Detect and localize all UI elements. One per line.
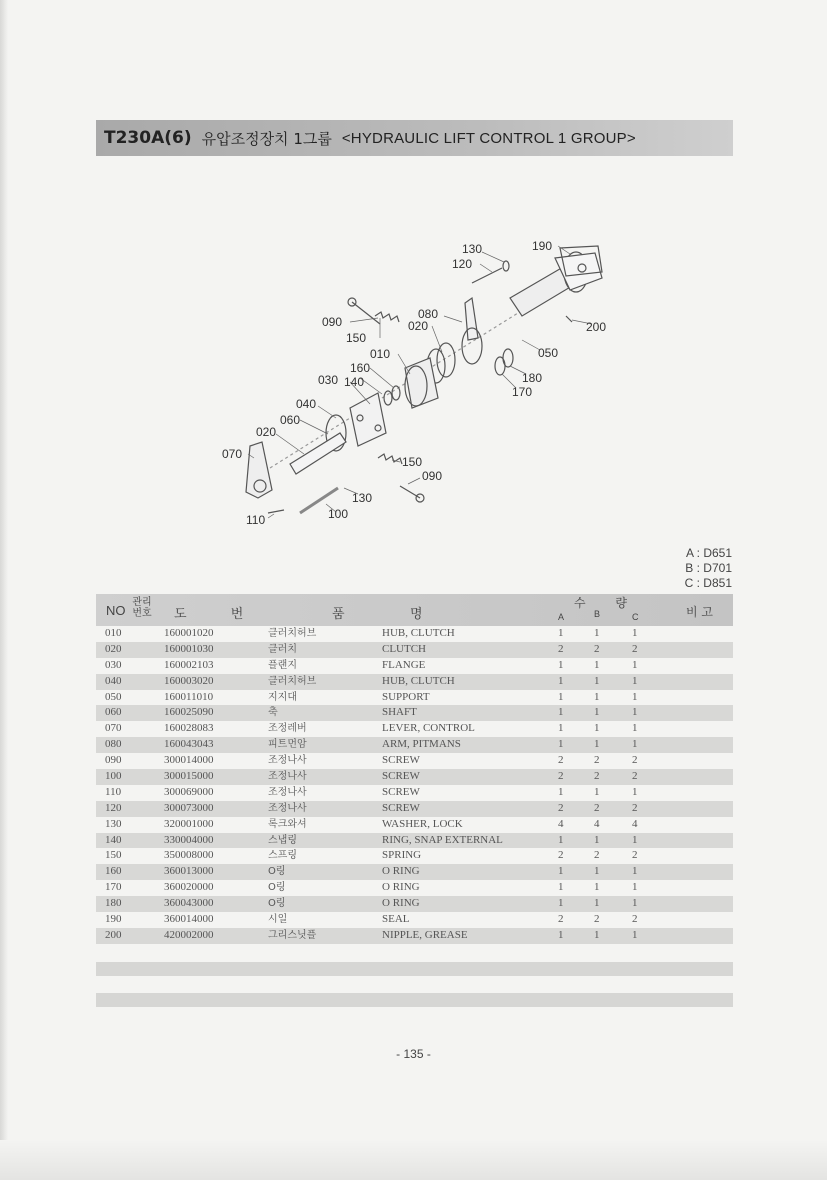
table-row [96,642,733,658]
cell-qty-c: 1 [632,865,638,878]
cell-name-english: CLUTCH [382,642,426,655]
model-code: T230A(6) [104,128,192,148]
cell-qty-b: 4 [594,817,600,830]
cell-qty-c: 1 [632,658,638,671]
cell-part-number: 350008000 [164,849,214,862]
callout-label: 150 [346,331,367,345]
legend-item: C : D851 [684,576,732,590]
cell-part-number: 160002103 [164,658,214,671]
cell-qty-a: 2 [558,913,564,926]
cell-name-korean: 스냅링 [268,834,297,846]
callout-label: 080 [418,307,439,321]
cell-qty-a: 2 [558,849,564,862]
cell-name-english: O RING [382,881,420,894]
header-no: NO [106,603,126,618]
cell-name-korean: 그리스닛플 [268,929,317,941]
cell-name-english: LEVER, CONTROL [382,722,475,735]
cell-qty-b: 1 [594,881,600,894]
header-part-name-1: 품 [332,607,345,622]
callout-label: 010 [370,347,391,361]
table-row [96,705,733,721]
cell-name-english: SCREW [382,754,420,767]
cell-part-number: 160025090 [164,706,214,719]
cell-name-korean: 클러치허브 [268,675,317,687]
legend-item: B : D701 [685,561,732,575]
page-number: - 135 - [396,1047,431,1061]
cell-qty-a: 1 [558,865,564,878]
cell-part-number: 160043043 [164,738,214,751]
cell-name-english: SPRING [382,849,422,862]
cell-name-korean: 록크와셔 [268,818,307,830]
cell-part-number: 330004000 [164,833,214,846]
cell-qty-a: 1 [558,928,564,941]
cell-qty-b: 1 [594,785,600,798]
cell-name-korean: 조정나사 [268,802,307,814]
cell-qty-b: 1 [594,897,600,910]
cell-qty-b: 1 [594,865,600,878]
table-row [96,848,733,864]
callout-label: 140 [344,375,365,389]
cell-part-number: 160028083 [164,722,214,735]
cell-qty-c: 2 [632,770,638,783]
callout-label: 200 [586,320,607,334]
cell-no: 030 [105,658,122,671]
parts-table-body [96,626,733,944]
cell-qty-c: 2 [632,754,638,767]
header-col-a: A [558,612,565,622]
header-col-b: B [594,609,601,619]
cell-qty-b: 1 [594,928,600,941]
cell-part-number: 160003020 [164,674,214,687]
cell-part-number: 300015000 [164,770,214,783]
cell-qty-c: 1 [632,881,638,894]
cell-qty-b: 1 [594,674,600,687]
title-bar [96,120,733,156]
cell-no: 060 [105,706,122,719]
cell-qty-a: 1 [558,897,564,910]
cell-name-english: SUPPORT [382,690,430,703]
parts-table-header [96,594,733,626]
cell-name-korean: 클러치허브 [268,628,317,639]
cell-qty-c: 1 [632,674,638,687]
cell-qty-c: 1 [632,690,638,703]
cell-qty-c: 2 [632,849,638,862]
cell-part-number: 160001030 [164,642,214,655]
cell-qty-a: 1 [558,722,564,735]
cell-qty-c: 1 [632,928,638,941]
cell-name-english: SCREW [382,770,420,783]
callout-label: 130 [462,242,483,256]
table-row [96,864,733,880]
cell-qty-c: 1 [632,706,638,719]
cell-no: 140 [105,833,122,846]
cell-qty-a: 1 [558,658,564,671]
blank-table-row [96,962,733,976]
cell-no: 120 [105,801,122,814]
cell-name-english: RING, SNAP EXTERNAL [382,833,503,846]
cell-part-number: 300014000 [164,754,214,767]
cell-name-english: SCREW [382,785,420,798]
cell-name-korean: 조정나사 [268,786,307,798]
table-row [96,896,733,912]
cell-name-korean: 지지대 [268,691,297,703]
cell-qty-a: 1 [558,674,564,687]
cell-qty-c: 1 [632,833,638,846]
callout-label: 040 [296,397,317,411]
cell-part-number: 160011010 [164,690,214,703]
cell-qty-b: 1 [594,706,600,719]
title-english: <HYDRAULIC LIFT CONTROL 1 GROUP> [341,129,636,147]
cell-no: 150 [105,849,122,862]
cell-qty-c: 4 [632,817,638,830]
cell-qty-b: 2 [594,770,600,783]
cell-name-korean: 플랜지 [268,659,297,671]
cell-part-number: 360014000 [164,913,214,926]
cell-qty-b: 1 [594,658,600,671]
cell-qty-c: 1 [632,897,638,910]
cell-name-english: SCREW [382,801,420,814]
table-row [96,753,733,769]
cell-name-korean: 축 [268,707,278,719]
cell-part-number: 360020000 [164,881,214,894]
cell-qty-a: 2 [558,642,564,655]
table-row [96,674,733,690]
cell-qty-b: 1 [594,722,600,735]
cell-name-korean: 클러치 [268,643,297,655]
header-remarks: 비 고 [686,605,713,619]
cell-no: 100 [105,770,122,783]
cell-part-number: 160001020 [164,627,214,639]
cell-qty-a: 2 [558,801,564,814]
header-part-number: 도 번 [174,607,244,622]
cell-name-english: HUB, CLUTCH [382,627,455,639]
cell-name-korean: 피트먼암 [268,739,307,751]
callout-label: 090 [422,469,443,483]
table-row [96,721,733,737]
table-row [96,769,733,785]
cell-no: 070 [105,722,122,735]
cell-name-english: HUB, CLUTCH [382,674,455,687]
callout-label: 190 [532,239,553,253]
callout-label: 170 [512,385,533,399]
cell-name-korean: 조정레버 [268,723,307,735]
cell-name-korean: 조정나사 [268,771,307,783]
cell-name-english: SEAL [382,913,410,926]
cell-name-english: ARM, PITMANS [382,738,461,751]
cell-qty-c: 1 [632,722,638,735]
page-edge-shadow [0,0,8,1180]
callout-label: 020 [256,425,277,439]
cell-name-korean: 시일 [268,914,288,926]
cell-qty-a: 4 [558,817,564,830]
callout-label: 120 [452,257,473,271]
page-bottom-shadow [0,1140,827,1180]
callout-label: 180 [522,371,543,385]
cell-no: 110 [105,785,122,798]
cell-qty-c: 1 [632,785,638,798]
callout-label: 070 [222,447,243,461]
callout-label: 130 [352,491,373,505]
cell-qty-a: 1 [558,738,564,751]
cell-part-number: 360013000 [164,865,214,878]
callout-label: 160 [350,361,371,375]
model-legend [660,546,732,591]
callout-label: 110 [246,513,266,527]
cell-qty-c: 2 [632,642,638,655]
cell-name-english: FLANGE [382,658,426,671]
cell-qty-c: 1 [632,627,638,639]
cell-qty-a: 2 [558,754,564,767]
cell-name-korean: 스프링 [268,850,297,862]
cell-qty-a: 1 [558,627,564,639]
cell-no: 190 [105,913,122,926]
callout-label: 090 [322,315,343,329]
cell-qty-a: 1 [558,706,564,719]
cell-qty-c: 2 [632,913,638,926]
cell-name-korean: O링 [268,866,286,878]
exploded-parts-diagram [210,228,630,538]
callout-label: 100 [328,507,349,521]
cell-qty-b: 1 [594,833,600,846]
cell-name-korean: O링 [268,898,286,910]
cell-name-english: O RING [382,865,420,878]
cell-name-english: O RING [382,897,420,910]
cell-no: 020 [105,642,122,655]
blank-table-row [96,993,733,1007]
header-col-c: C [632,612,639,622]
table-row [96,912,733,928]
cell-no: 040 [105,674,122,687]
callout-label: 150 [402,455,423,469]
cell-qty-b: 2 [594,754,600,767]
header-quantity: 수 량 [574,596,627,610]
legend-item: A : D651 [685,546,732,560]
cell-name-korean: 조정나사 [268,755,307,767]
cell-qty-a: 1 [558,881,564,894]
cell-name-english: SHAFT [382,706,417,719]
cell-no: 180 [105,897,122,910]
cell-qty-a: 1 [558,690,564,703]
cell-no: 200 [105,928,122,941]
cell-part-number: 320001000 [164,817,214,830]
table-row [96,658,733,674]
cell-part-number: 300073000 [164,801,214,814]
cell-no: 050 [105,690,122,703]
cell-part-number: 300069000 [164,785,214,798]
cell-qty-b: 2 [594,913,600,926]
cell-qty-b: 1 [594,738,600,751]
cell-qty-b: 2 [594,801,600,814]
table-row [96,833,733,849]
cell-no: 160 [105,865,122,878]
cell-qty-a: 2 [558,770,564,783]
cell-name-korean: O링 [268,882,286,894]
table-row [96,817,733,833]
cell-part-number: 360043000 [164,897,214,910]
cell-qty-b: 2 [594,849,600,862]
table-row [96,737,733,753]
cell-qty-b: 1 [594,690,600,703]
cell-qty-c: 2 [632,801,638,814]
table-row [96,801,733,817]
cell-qty-a: 1 [558,785,564,798]
table-row [96,690,733,706]
cell-name-english: WASHER, LOCK [382,817,463,830]
cell-no: 130 [105,817,122,830]
table-row [96,785,733,801]
cell-no: 010 [105,627,122,639]
cell-no: 090 [105,754,122,767]
table-row [96,928,733,944]
cell-name-english: NIPPLE, GREASE [382,928,468,941]
cell-no: 080 [105,738,122,751]
cell-qty-c: 1 [632,738,638,751]
callout-label: 030 [318,373,339,387]
cell-no: 170 [105,881,122,894]
cell-qty-b: 2 [594,642,600,655]
table-row [96,880,733,896]
cell-part-number: 420002000 [164,928,214,941]
callout-label: 060 [280,413,301,427]
parts-diagram-svg [210,228,630,538]
cell-qty-a: 1 [558,833,564,846]
table-row [96,626,733,642]
callout-label: 020 [408,319,429,333]
header-management-number: 관리 번호 [132,597,152,619]
header-part-name-2: 명 [410,607,423,622]
cell-qty-b: 1 [594,627,600,639]
title-korean: 유압조정장치 1그룹 [201,129,332,148]
callout-label: 050 [538,346,559,360]
